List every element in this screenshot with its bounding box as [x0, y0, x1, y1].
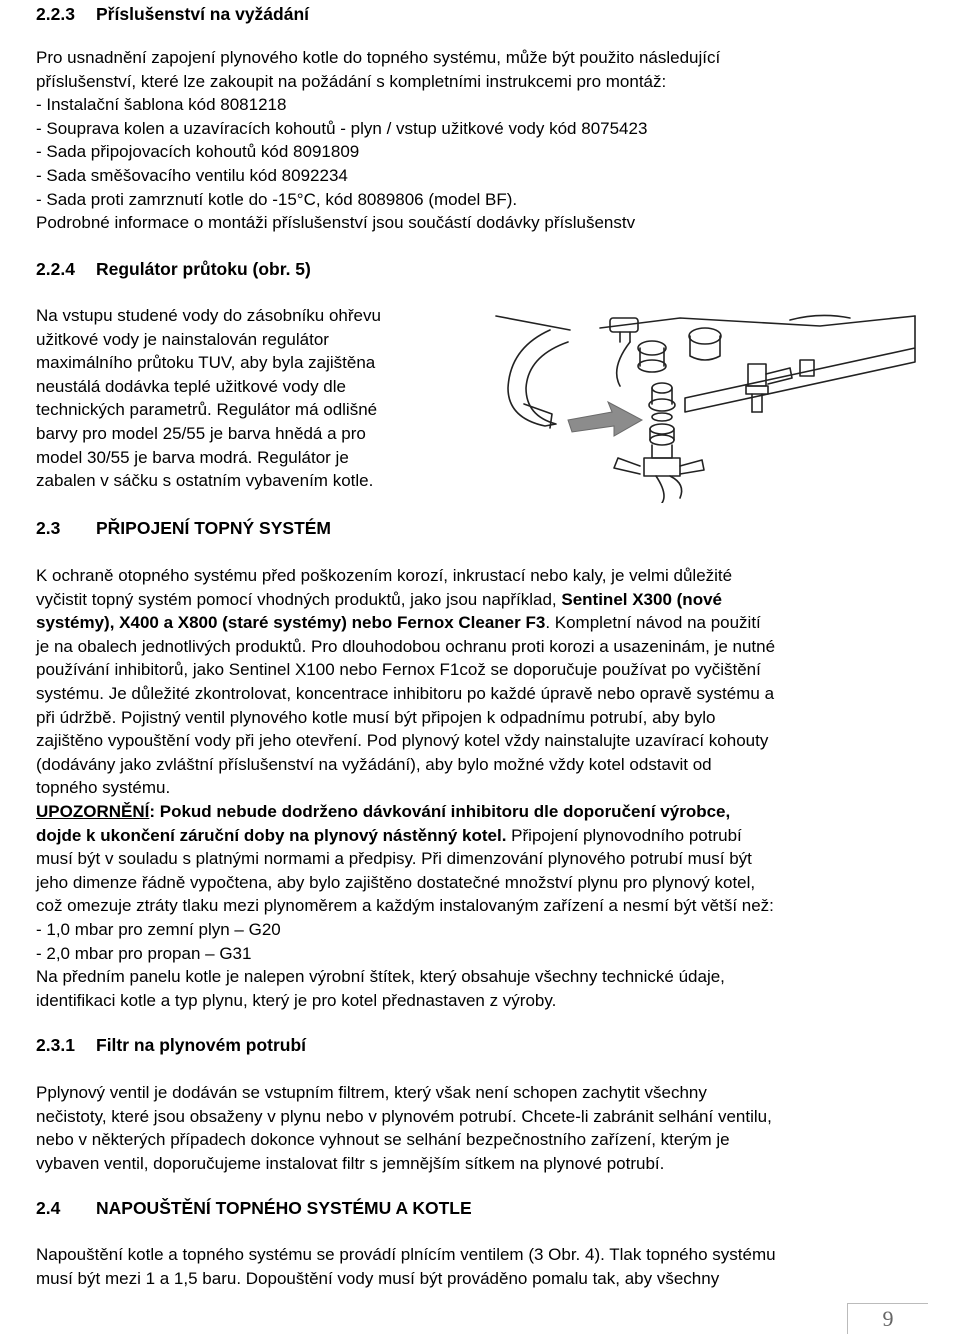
section-title: Filtr na plynovém potrubí: [96, 1035, 307, 1055]
list-item: - 1,0 mbar pro zemní plyn – G20: [36, 919, 281, 939]
list-item: - Sada připojovacích kohoutů kód 8091809: [36, 142, 360, 162]
text-line: zajištěno vypouštění vody při jeho otevření. Pod plynový kotel vždy nainstalujte uzavírací kohouty: [36, 731, 769, 751]
bold-text: Sentinel X300 (nové: [561, 589, 722, 609]
section-title: NAPOUŠTĚNÍ TOPNÉHO SYSTÉMU A KOTLE: [96, 1198, 472, 1218]
text-line: (dodávány jako zvláštní příslušenství na vyžádání), aby bylo možné vždy kotel odstavit od: [36, 754, 712, 774]
section-title: Příslušenství na vyžádání: [96, 4, 310, 24]
arrow-icon: [568, 402, 642, 436]
text-line: musí být mezi 1 a 1,5 baru. Dopouštění vody musí být prováděno pomalu tak, aby všechny: [36, 1268, 720, 1288]
gas-filter-paragraph: [36, 1081, 926, 1175]
flow-regulator-paragraph: [36, 304, 476, 493]
text-line: Pro usnadnění zapojení plynového kotle do topného systému, může být použito následující: [36, 48, 721, 67]
text-line: Na vstupu studené vody do zásobníku ohřevu: [36, 306, 381, 325]
text-line: vyčistit topný systém pomocí vhodných produktů, jako jsou například, Sentinel X300 (nové: [36, 589, 722, 609]
text-line: zabalen v sáčku s ostatním vybavením kotle.: [36, 471, 374, 491]
text-line: Napouštění kotle a topného systému se provádí plnícím ventilem (3 Obr. 4). Tlak topného systému: [36, 1245, 776, 1264]
section-number: 2.3.1: [36, 1035, 75, 1055]
text-line: systémy), X400 a X800 (staré systémy) nebo Fernox Cleaner F3. Kompletní návod na použití: [36, 613, 761, 633]
warning-label: UPOZORNĚNÍ: [36, 801, 150, 821]
text-line: nebo v některých případech dokonce vyhnout se selhání bezpečnostního zařízení, kterým je: [36, 1130, 730, 1150]
text-line: barvy pro model 25/55 je barva hnědá a pro: [36, 423, 366, 443]
page-number: 9: [847, 1303, 928, 1334]
text-line: identifikaci kotle a typ plynu, který je pro kotel přednastaven z výroby.: [36, 990, 557, 1010]
list-item: - Sada proti zamrznutí kotle do -15°C, kód 8089806 (model BF).: [36, 189, 518, 209]
accessories-paragraph: [36, 46, 926, 235]
text-line: příslušenství, které lze zakoupit na požádání s kompletními instrukcemi pro montáž:: [36, 71, 667, 91]
text-line: systému. Je důležité zkontrolovat, koncentrace inhibitoru po každé úpravě nebo opravě systému a: [36, 683, 775, 703]
text-line: což omezuje ztráty tlaku mezi plynoměrem a každým instalovaným zařízení a nesmí být větší než:: [36, 896, 774, 916]
section-title: PŘIPOJENÍ TOPNÝ SYSTÉM: [96, 518, 332, 538]
text-line: při údržbě. Pojistný ventil plynového kotle musí být připojen k odpadnímu potrubí, aby bylo: [36, 707, 716, 727]
bold-text: systémy), X400 a X800 (staré systémy) nebo Fernox Cleaner F3: [36, 613, 546, 633]
text-line: používání inhibitorů, jako Sentinel X100 nebo Fernox F1což se doporučuje používat po vyčištění: [36, 660, 761, 680]
text-line: vybaven ventil, doporučujeme instalovat filtr s jemnějším sítkem na plynové potrubí.: [36, 1153, 665, 1173]
warning-line: UPOZORNĚNÍ: Pokud nebude dodrženo dávkování inhibitoru dle doporučení výrobce,: [36, 801, 731, 821]
section-heading-2-3-1: [36, 1034, 306, 1058]
text-line: K ochraně otopného systému před poškozením korozí, inkrustací nebo kaly, je velmi důležité: [36, 566, 733, 585]
text-line: užitkové vody je nainstalován regulátor: [36, 329, 329, 349]
text-line: maximálního průtoku TUV, aby byla zajištěna: [36, 353, 376, 373]
heating-system-paragraph: [36, 564, 926, 1012]
section-number: 2.3: [36, 518, 61, 538]
section-heading-2-2-4: [36, 258, 311, 282]
list-item: - 2,0 mbar pro propan – G31: [36, 943, 252, 963]
bold-text: dojde k ukončení záruční doby na plynový nástěnný kotel.: [36, 825, 507, 845]
flow-regulator-figure: [490, 308, 930, 503]
section-number: 2.4: [36, 1198, 61, 1218]
section-heading-2-4: [36, 1197, 472, 1221]
text-line: neustálá dodávka teplé užitkové vody dle: [36, 376, 346, 396]
section-title: Regulátor průtoku (obr. 5): [96, 259, 311, 279]
text-line: jeho dimenze řádně vypočtena, aby bylo zajištěno dostatečné množství plynu pro plynový kotel,: [36, 872, 756, 892]
text-line: Na předním panelu kotle je nalepen výrobní štítek, který obsahuje všechny technické údaje,: [36, 967, 725, 987]
section-number: 2.2.3: [36, 4, 75, 24]
warning-line: dojde k ukončení záruční doby na plynový nástěnný kotel. Připojení plynovodního potrubí: [36, 825, 742, 845]
text-line: Podrobné informace o montáži příslušenství jsou součástí dodávky příslušenstv: [36, 213, 636, 233]
text-line: technických parametrů. Regulátor má odlišné: [36, 400, 378, 420]
section-heading-2-3: [36, 517, 331, 541]
text-line: model 30/55 je barva modrá. Regulátor je: [36, 447, 349, 467]
text-line: je na obalech jednotlivých produktů. Pro dlouhodobou ochranu proti korozi a usazeninám, je nutné: [36, 636, 776, 656]
list-item: - Souprava kolen a uzavíracích kohoutů - plyn / vstup užitkové vody kód 8075423: [36, 118, 648, 138]
list-item: - Instalační šablona kód 8081218: [36, 95, 287, 115]
section-heading-2-2-3: [36, 3, 309, 27]
section-number: 2.2.4: [36, 259, 75, 279]
filling-paragraph: [36, 1243, 926, 1290]
text-line: Pplynový ventil je dodáván se vstupním filtrem, který však není schopen zachytit všechny: [36, 1083, 707, 1102]
list-item: - Sada směšovacího ventilu kód 8092234: [36, 165, 348, 185]
text-line: musí být v souladu s platnými normami a předpisy. Při dimenzování plynového potrubí musí být: [36, 849, 752, 869]
text-line: nečistoty, které jsou obsaženy v plynu nebo v plynovém potrubí. Chcete-li zabránit selhání ventilu,: [36, 1106, 772, 1126]
text-line: topného systému.: [36, 778, 171, 798]
